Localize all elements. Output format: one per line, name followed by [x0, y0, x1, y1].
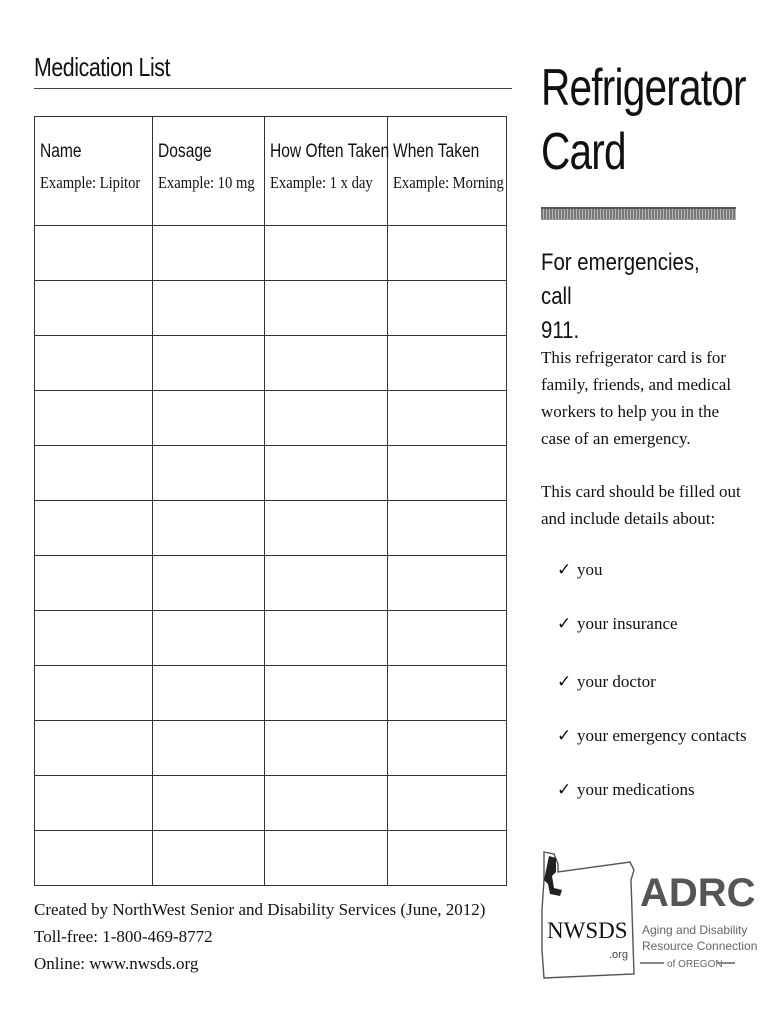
- table-cell: [388, 556, 507, 611]
- table-cell: [153, 666, 265, 721]
- table-cell: [265, 281, 388, 336]
- emergency-notice: [541, 246, 728, 348]
- table-row: [35, 501, 507, 556]
- table-row: [35, 776, 507, 831]
- table-row: [35, 556, 507, 611]
- table-cell: [265, 831, 388, 886]
- table-cell: [265, 666, 388, 721]
- table-cell: [388, 666, 507, 721]
- nwsds-logo-text: NWSDS: [547, 918, 628, 943]
- table-cell: [153, 391, 265, 446]
- column-header-how-often: How Often Taken Example: 1 x day: [265, 117, 388, 226]
- checkmark-icon: ✓: [557, 672, 572, 691]
- table-cell: [153, 831, 265, 886]
- table-cell: [265, 776, 388, 831]
- table-cell: [265, 556, 388, 611]
- table-cell: [35, 721, 153, 776]
- table-cell: [388, 226, 507, 281]
- adrc-logo-text: ADRC: [640, 871, 756, 915]
- table-cell: [35, 776, 153, 831]
- table-cell: [265, 391, 388, 446]
- table-cell: [388, 391, 507, 446]
- website-text: Online: www.nwsds.org: [34, 954, 199, 973]
- logo-area: [530, 850, 758, 980]
- table-cell: [35, 666, 153, 721]
- table-header-row: [35, 117, 507, 226]
- table-cell: [388, 611, 507, 666]
- table-cell: [388, 281, 507, 336]
- footer-credits: [34, 896, 485, 977]
- table-cell: [265, 721, 388, 776]
- blank-rows: [35, 226, 507, 886]
- nwsds-oregon-logo: [530, 850, 758, 980]
- table-row: [35, 446, 507, 501]
- table-row: [35, 226, 507, 281]
- table-cell: [388, 446, 507, 501]
- table-cell: [35, 226, 153, 281]
- table-cell: [153, 226, 265, 281]
- checklist-item: ✓ your insurance: [557, 614, 678, 633]
- checklist-item: ✓ you: [557, 560, 603, 579]
- adrc-logo-line-3: of OREGON: [667, 959, 723, 970]
- table-row: [35, 721, 507, 776]
- checklist-item: ✓ your emergency contacts: [557, 726, 747, 745]
- table-row: [35, 666, 507, 721]
- table-cell: [265, 501, 388, 556]
- table-cell: [265, 226, 388, 281]
- created-by-text: Created by NorthWest Senior and Disability Services (June, 2012): [34, 900, 486, 919]
- details-intro-text: This card should be filled out and include details about:: [541, 482, 741, 528]
- table-cell: [153, 446, 265, 501]
- title-decorative-bar: [541, 207, 736, 220]
- title-divider: [34, 88, 512, 89]
- table-row: [35, 281, 507, 336]
- table-cell: [388, 501, 507, 556]
- table-cell: [35, 446, 153, 501]
- card-intro-text: This refrigerator card is for family, friends, and medical workers to help you in the case of an emergency.: [541, 348, 732, 448]
- table-row: [35, 831, 507, 886]
- table-cell: [388, 831, 507, 886]
- checkmark-icon: ✓: [557, 560, 572, 579]
- table-cell: [265, 336, 388, 391]
- table-cell: [153, 501, 265, 556]
- table-cell: [265, 446, 388, 501]
- adrc-logo-line-2: Resource Connection: [642, 939, 758, 953]
- checklist-item: ✓ your doctor: [557, 672, 656, 691]
- table-row: [35, 611, 507, 666]
- table-cell: [388, 336, 507, 391]
- table-cell: [35, 831, 153, 886]
- toll-free-text: Toll-free: 1-800-469-8772: [34, 927, 213, 946]
- table-cell: [388, 776, 507, 831]
- card-title-line-2: Card: [541, 123, 626, 181]
- table-cell: [35, 556, 153, 611]
- nwsds-logo-org: .org: [609, 949, 628, 961]
- table-cell: [153, 721, 265, 776]
- table-cell: [35, 611, 153, 666]
- table-cell: [35, 281, 153, 336]
- table-row: [35, 336, 507, 391]
- table-cell: [153, 556, 265, 611]
- medication-table: [34, 116, 507, 886]
- adrc-logo-line-1: Aging and Disability: [642, 923, 748, 937]
- table-cell: [153, 281, 265, 336]
- table-cell: [388, 721, 507, 776]
- table-cell: [35, 336, 153, 391]
- checkmark-icon: ✓: [557, 780, 572, 799]
- table-cell: [153, 336, 265, 391]
- table-cell: [153, 611, 265, 666]
- column-header-name: Name Example: Lipitor: [35, 117, 153, 226]
- column-header-dosage: Dosage Example: 10 mg: [153, 117, 265, 226]
- checkmark-icon: ✓: [557, 614, 572, 633]
- checklist-item: ✓ your medications: [557, 780, 695, 799]
- table-cell: [35, 391, 153, 446]
- checkmark-icon: ✓: [557, 726, 572, 745]
- table-cell: [35, 501, 153, 556]
- medication-list-title: Medication List: [34, 52, 171, 82]
- card-title: [541, 56, 746, 184]
- table-cell: [153, 776, 265, 831]
- card-title-line-1: Refrigerator: [541, 59, 746, 117]
- table-row: [35, 391, 507, 446]
- column-header-when-taken: When Taken Example: Morning: [388, 117, 507, 226]
- table-cell: [265, 611, 388, 666]
- emergency-line-2: 911.: [541, 317, 580, 344]
- emergency-line-1: For emergencies, call: [541, 249, 700, 310]
